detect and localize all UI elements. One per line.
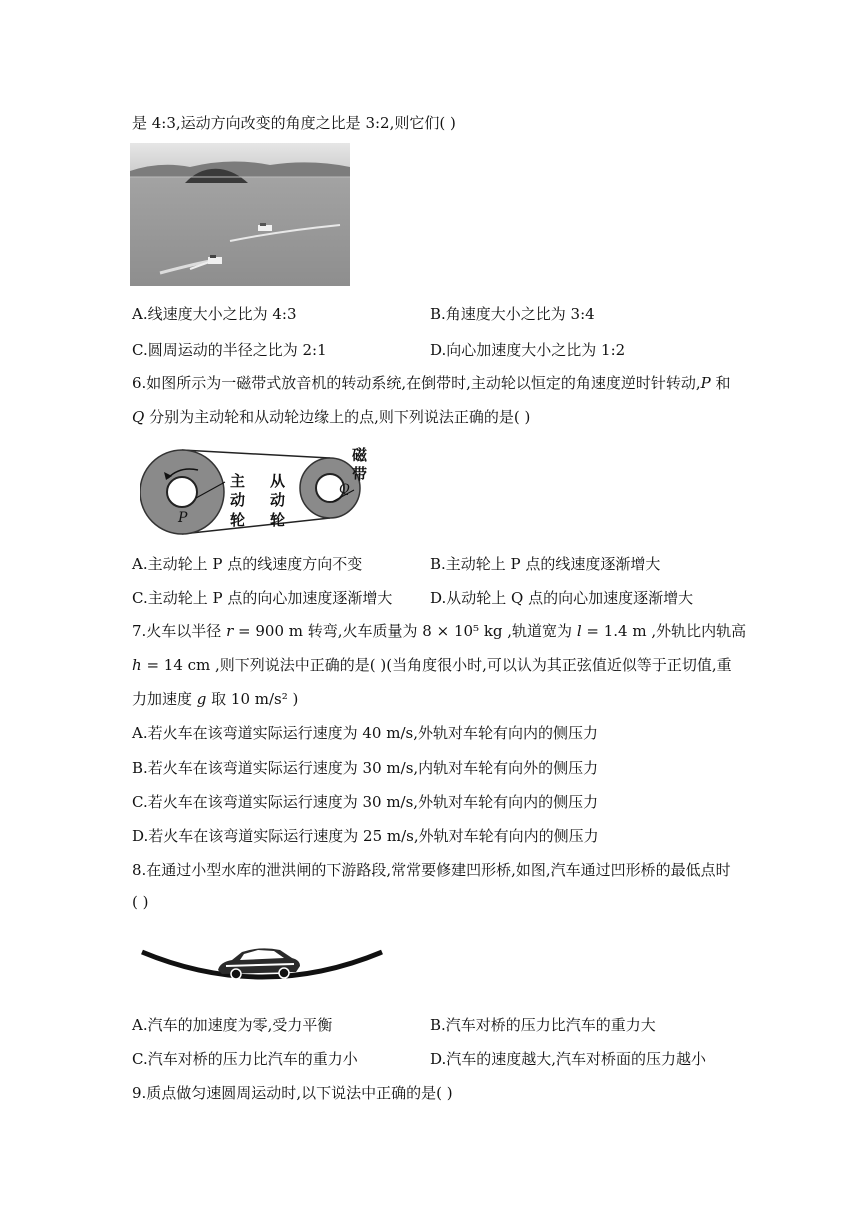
tape-label-2: 带 (352, 465, 368, 483)
driven-wheel-label-3: 轮 (270, 511, 286, 529)
q7-stem-line3: 力加速度 g 取 10 m/s² ) (132, 690, 299, 708)
q7-option-c: C.若火车在该弯道实际运行速度为 30 m/s,外轨对车轮有向内的侧压力 (132, 793, 599, 811)
point-p-label: P (178, 510, 188, 526)
q6-option-d: D.从动轮上 Q 点的向心加速度逐渐增大 (430, 589, 694, 607)
tape-player-diagram (140, 448, 380, 538)
q5-option-a: A.线速度大小之比为 4:3 (132, 305, 297, 323)
q8-option-b: B.汽车对桥的压力比汽车的重力大 (430, 1016, 656, 1034)
speedboat-photo (130, 143, 350, 286)
concave-bridge-diagram (140, 936, 385, 986)
q7-stem-line2: h = 14 cm ,则下列说法中正确的是( )(当角度很小时,可以认为其正弦值近似等于正切值,重 (132, 656, 732, 674)
q8-stem-line2: ( ) (132, 893, 149, 911)
driven-wheel-label-2: 动 (270, 491, 286, 509)
q7-option-b: B.若火车在该弯道实际运行速度为 30 m/s,内轨对车轮有向外的侧压力 (132, 759, 599, 777)
driven-wheel-label-1: 从 (270, 472, 286, 490)
q6-option-a: A.主动轮上 P 点的线速度方向不变 (132, 555, 363, 573)
q6-stem-line1: 6.如图所示为一磁带式放音机的转动系统,在倒带时,主动轮以恒定的角速度逆时针转动,P 和 (132, 374, 731, 392)
q7-stem-line1: 7.火车以半径 r = 900 m 转弯,火车质量为 8 × 10⁵ kg ,轨道宽为 l = 1.4 m ,外轨比内轨高 (132, 622, 747, 640)
q6-option-b: B.主动轮上 P 点的线速度逐渐增大 (430, 555, 661, 573)
drive-wheel-label-3: 轮 (230, 511, 246, 529)
q5-option-b: B.角速度大小之比为 3:4 (430, 305, 595, 323)
q8-option-a: A.汽车的加速度为零,受力平衡 (132, 1016, 333, 1034)
q7-option-a: A.若火车在该弯道实际运行速度为 40 m/s,外轨对车轮有向内的侧压力 (132, 724, 598, 742)
point-q-label: Q (339, 482, 350, 497)
q6-stem-line2: Q 分别为主动轮和从动轮边缘上的点,则下列说法正确的是( ) (132, 408, 531, 426)
q8-option-c: C.汽车对桥的压力比汽车的重力小 (132, 1050, 358, 1068)
q7-option-d: D.若火车在该弯道实际运行速度为 25 m/s,外轨对车轮有向内的侧压力 (132, 827, 599, 845)
drive-wheel-label-2: 动 (230, 491, 246, 509)
q5-stem-tail: 是 4:3,运动方向改变的角度之比是 3:2,则它们( ) (132, 114, 456, 132)
q5-option-d: D.向心加速度大小之比为 1:2 (430, 341, 626, 359)
q9-stem: 9.质点做匀速圆周运动时,以下说法中正确的是( ) (132, 1084, 453, 1102)
q8-option-d: D.汽车的速度越大,汽车对桥面的压力越小 (430, 1050, 707, 1068)
q6-option-c: C.主动轮上 P 点的向心加速度逐渐增大 (132, 589, 393, 607)
q8-stem-line1: 8.在通过小型水库的泄洪闸的下游路段,常常要修建凹形桥,如图,汽车通过凹形桥的最低点时 (132, 861, 731, 879)
tape-label-1: 磁 (352, 446, 368, 464)
drive-wheel-label-1: 主 (230, 472, 246, 490)
q5-option-c: C.圆周运动的半径之比为 2:1 (132, 341, 327, 359)
